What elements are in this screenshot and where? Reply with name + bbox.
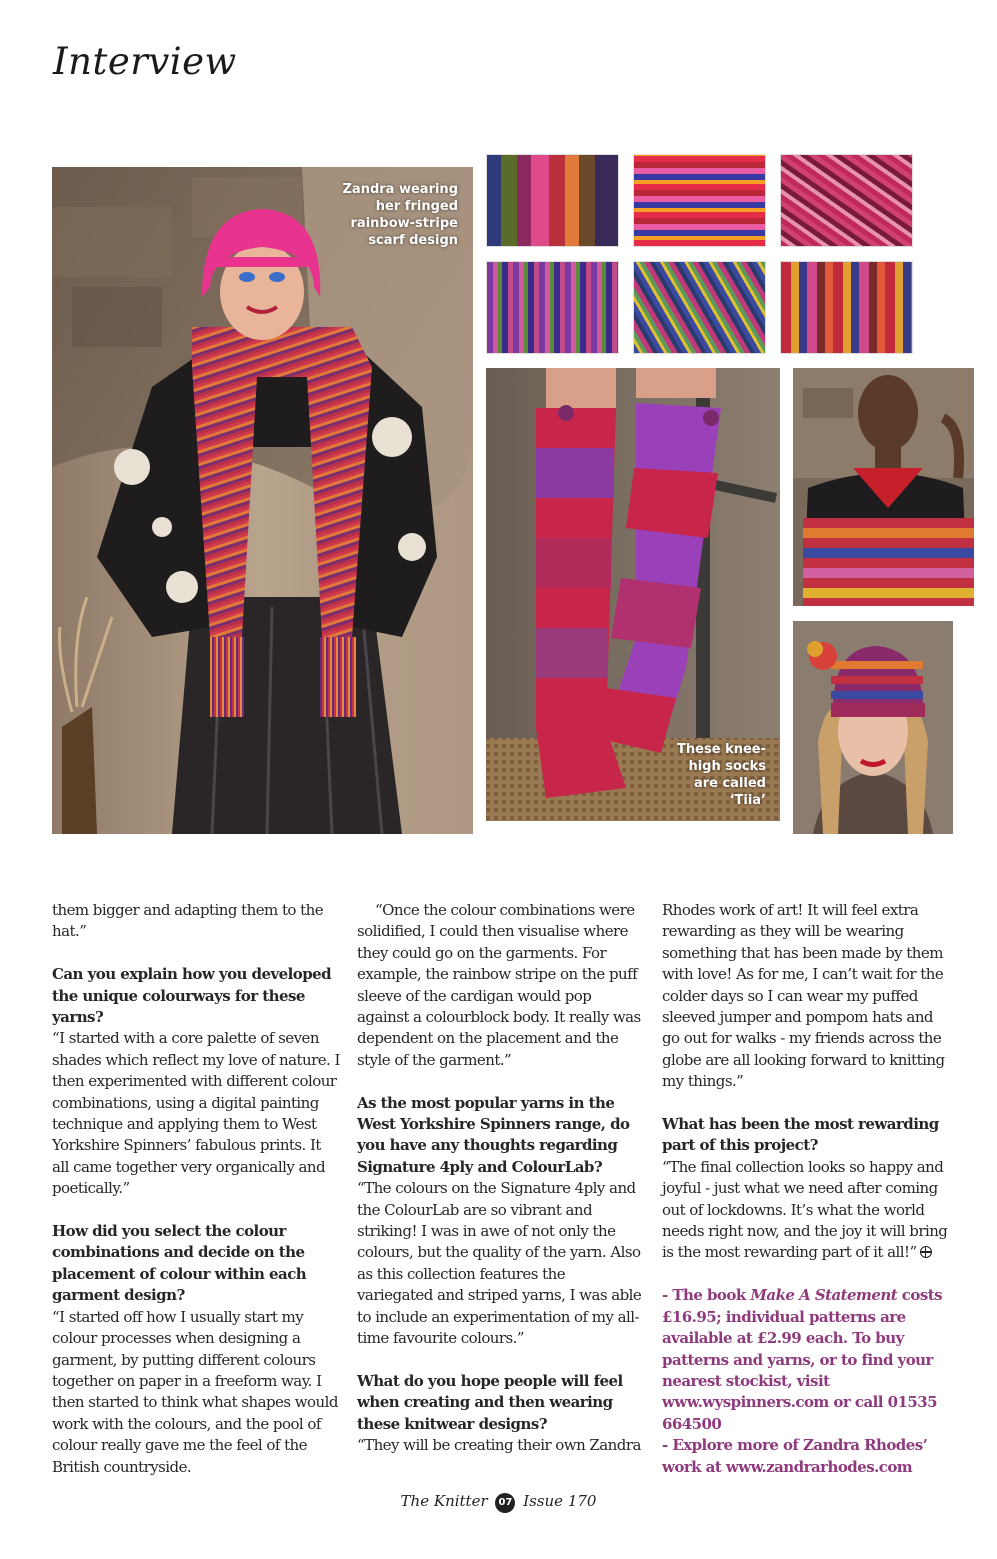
col2-question-2: What do you hope people will feel when creating and then wearing these knitwear designs? [357, 1371, 623, 1433]
main-photo-zandra [52, 167, 473, 834]
main-photo-illustration [52, 167, 473, 834]
yarn-swatch-2 [633, 154, 766, 247]
text-column-3 [662, 900, 950, 1499]
col3-question-1: What has been the most rewarding part of this project? [662, 1115, 939, 1155]
col3-paragraph-1: Rhodes work of art! It will feel extra rewarding as they will be wearing something that has been made by them with love! As for me, I can’t wait for the colder days so I can wear my puffed sleeved jumper and pompom hats and go out for walks - my friends across the globe are all looking forward to knitting my things.” [662, 901, 945, 1091]
yarn-swatch-4 [486, 261, 619, 354]
footer-issue: Issue 170 [523, 1492, 597, 1510]
col1-question-2: How did you select the colour combinations and decide on the placement of colour within each garment design? [52, 1222, 307, 1305]
socks-photo [486, 368, 780, 821]
col1-question-1: Can you explain how you developed the unique colourways for these yarns? [52, 965, 332, 1027]
main-photo-caption: Zandra wearing her fringed rainbow-stripe scarf design [342, 182, 458, 248]
page-number-badge: 07 [495, 1493, 515, 1513]
yarn-swatch-5 [633, 261, 766, 354]
yarn-swatch-1 [486, 154, 619, 247]
end-of-article-icon [920, 1246, 932, 1258]
promo-lead: - The book [662, 1286, 751, 1305]
col2-paragraph-1: “Once the colour combinations were solidified, I could then visualise where they could go on the garments. For example, the rainbow stripe on the puff sleeve of the cardigan would pop against a colourblock body. It really was dependent on the placement and the style of the garment.” [357, 901, 641, 1069]
promo-book-title: Make A Statement [750, 1286, 898, 1305]
yarn-swatch-6 [780, 261, 913, 354]
col2-answer-2: “They will be creating their own Zandra [357, 1436, 641, 1455]
col1-answer-1: “I started with a core palette of seven shades which reflect my love of nature. I then experimented with different colour combinations, using a digital painting technique and applying them to West Yorkshire Spinners’ fabulous prints. It all came together very organically and poetically.” [52, 1029, 340, 1198]
page-footer [0, 1492, 997, 1513]
yarn-swatch-3 [780, 154, 913, 247]
col1-paragraph-continued: them bigger and adapting them to the hat.” [52, 901, 324, 941]
hat-model-photo [793, 621, 953, 834]
socks-photo-caption: These knee-high socks are called ‘Tiia’ [677, 742, 766, 808]
hat-photo-illustration [793, 621, 953, 834]
col1-answer-2: “I started off how I usually start my colour processes when designing a garment, by putting different colours together on paper in a freeform way. I then started to think what shapes would work with the colours, and the pool of colour really gave me the feel of the British countryside. [52, 1307, 338, 1476]
text-column-1 [52, 900, 340, 1499]
jumper-model-photo [793, 368, 974, 606]
col3-answer-1-text: “The final collection looks so happy and joyful - just what we need after coming out of lockdowns. It’s what the world needs right now, and the joy it will bring is the most rewarding part of it all!” [662, 1157, 948, 1262]
text-column-2 [357, 900, 645, 1478]
section-title: Interview [53, 40, 237, 83]
promo-book-details: costs £16.95; individual patterns are available at £2.99 each. To buy patterns and yarns, or to find your nearest stockist, visit www.wyspinners.com or call 01535 664500 [662, 1286, 942, 1433]
footer-magazine-name: The Knitter [400, 1492, 488, 1510]
promo-book-info [662, 1285, 950, 1435]
promo-zandra-link[interactable]: - Explore more of Zandra Rhodes’ work at www.zandrarhodes.com [662, 1436, 928, 1476]
jumper-photo-illustration [793, 368, 974, 606]
col2-question-1: As the most popular yarns in the West Yorkshire Spinners range, do you have any thoughts regarding Signature 4ply and ColourLab? [357, 1093, 630, 1176]
col3-answer-1 [662, 1157, 950, 1264]
col2-answer-1: “The colours on the Signature 4ply and the ColourLab are so vibrant and striking! I was in awe of not only the colours, but the quality of the yarn. Also as this collection features the variegated and striped yarns, I was able to include an experimentation of my all-time favourite colours.” [357, 1179, 642, 1348]
